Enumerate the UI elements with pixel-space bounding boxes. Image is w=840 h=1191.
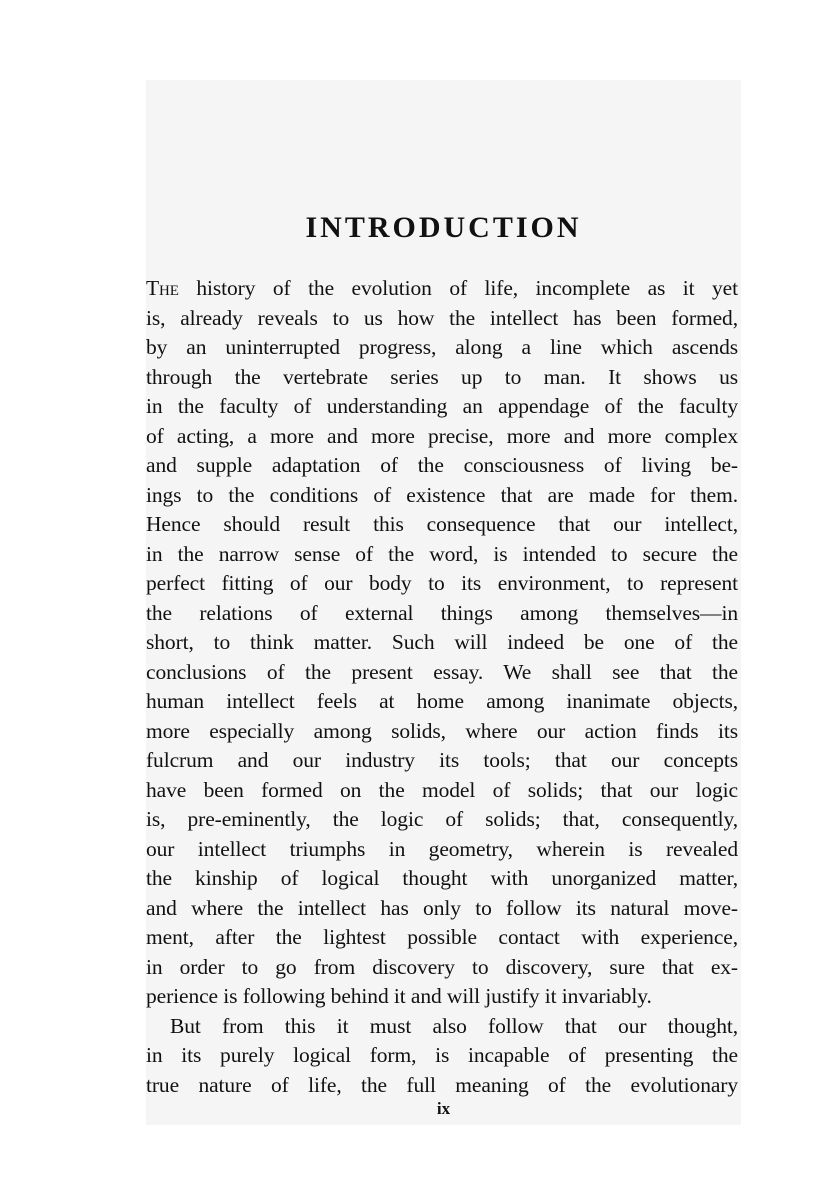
text-line: in its purely logical form, is incapable of presenting the [146,1043,738,1067]
text-line: short, to think matter. Such will indeed be one of the [146,630,738,654]
text-line: is, already reveals to us how the intellect has been formed, [146,305,738,330]
text-line: and supple adaptation of the consciousness of living be- [146,453,738,477]
text-line: conclusions of the present essay. We shall see that the [146,659,738,684]
text-line: perience is following behind it and will justify it invariably. [146,984,652,1008]
text-line: in the narrow sense of the word, is intended to secure the [146,541,738,566]
page-title: INTRODUCTION [305,211,582,244]
text-line: our intellect triumphs in geometry, wherein is revealed [146,836,738,861]
text-line: But from this it must also follow that our thought, [170,1013,738,1038]
text-line: of acting, a more and more precise, more and more complex [146,423,738,448]
text-line: human intellect feels at home among inanimate objects, [146,689,738,713]
page-number: ix [436,1099,451,1118]
text-line: by an uninterrupted progress, along a line which ascends [146,335,738,359]
text-line: perfect fitting of our body to its environment, to represent [146,571,738,595]
text-line: the relations of external things among themselves—in [146,600,738,625]
text-line: in order to go from discovery to discovery, sure that ex- [146,954,738,979]
text-line: true nature of life, the full meaning of the evolutionary [146,1072,738,1097]
text-line: fulcrum and our industry its tools; that our concepts [146,748,738,772]
text-line: more especially among solids, where our action finds its [146,718,738,743]
text-line: the kinship of logical thought with unorganized matter, [146,866,738,890]
text-line: ings to the conditions of existence that are made for them. [146,482,738,507]
body-text [146,274,738,1100]
text-line: have been formed on the model of solids; that our logic [146,777,738,802]
drop-small-caps-word: The [146,276,179,300]
text-line-rest: history of the evolution of life, incomplete as it yet [178,276,738,300]
text-line: Hence should result this consequence that our intellect, [146,512,738,536]
text-line [146,274,738,304]
text-line: ment, after the lightest possible contact with experience, [146,925,738,949]
text-line: in the faculty of understanding an appendage of the faculty [146,394,738,418]
text-line: through the vertebrate series up to man. It shows us [146,364,738,389]
text-line: is, pre-eminently, the logic of solids; that, consequently, [146,807,738,831]
text-line: and where the intellect has only to follow its natural move- [146,895,738,920]
